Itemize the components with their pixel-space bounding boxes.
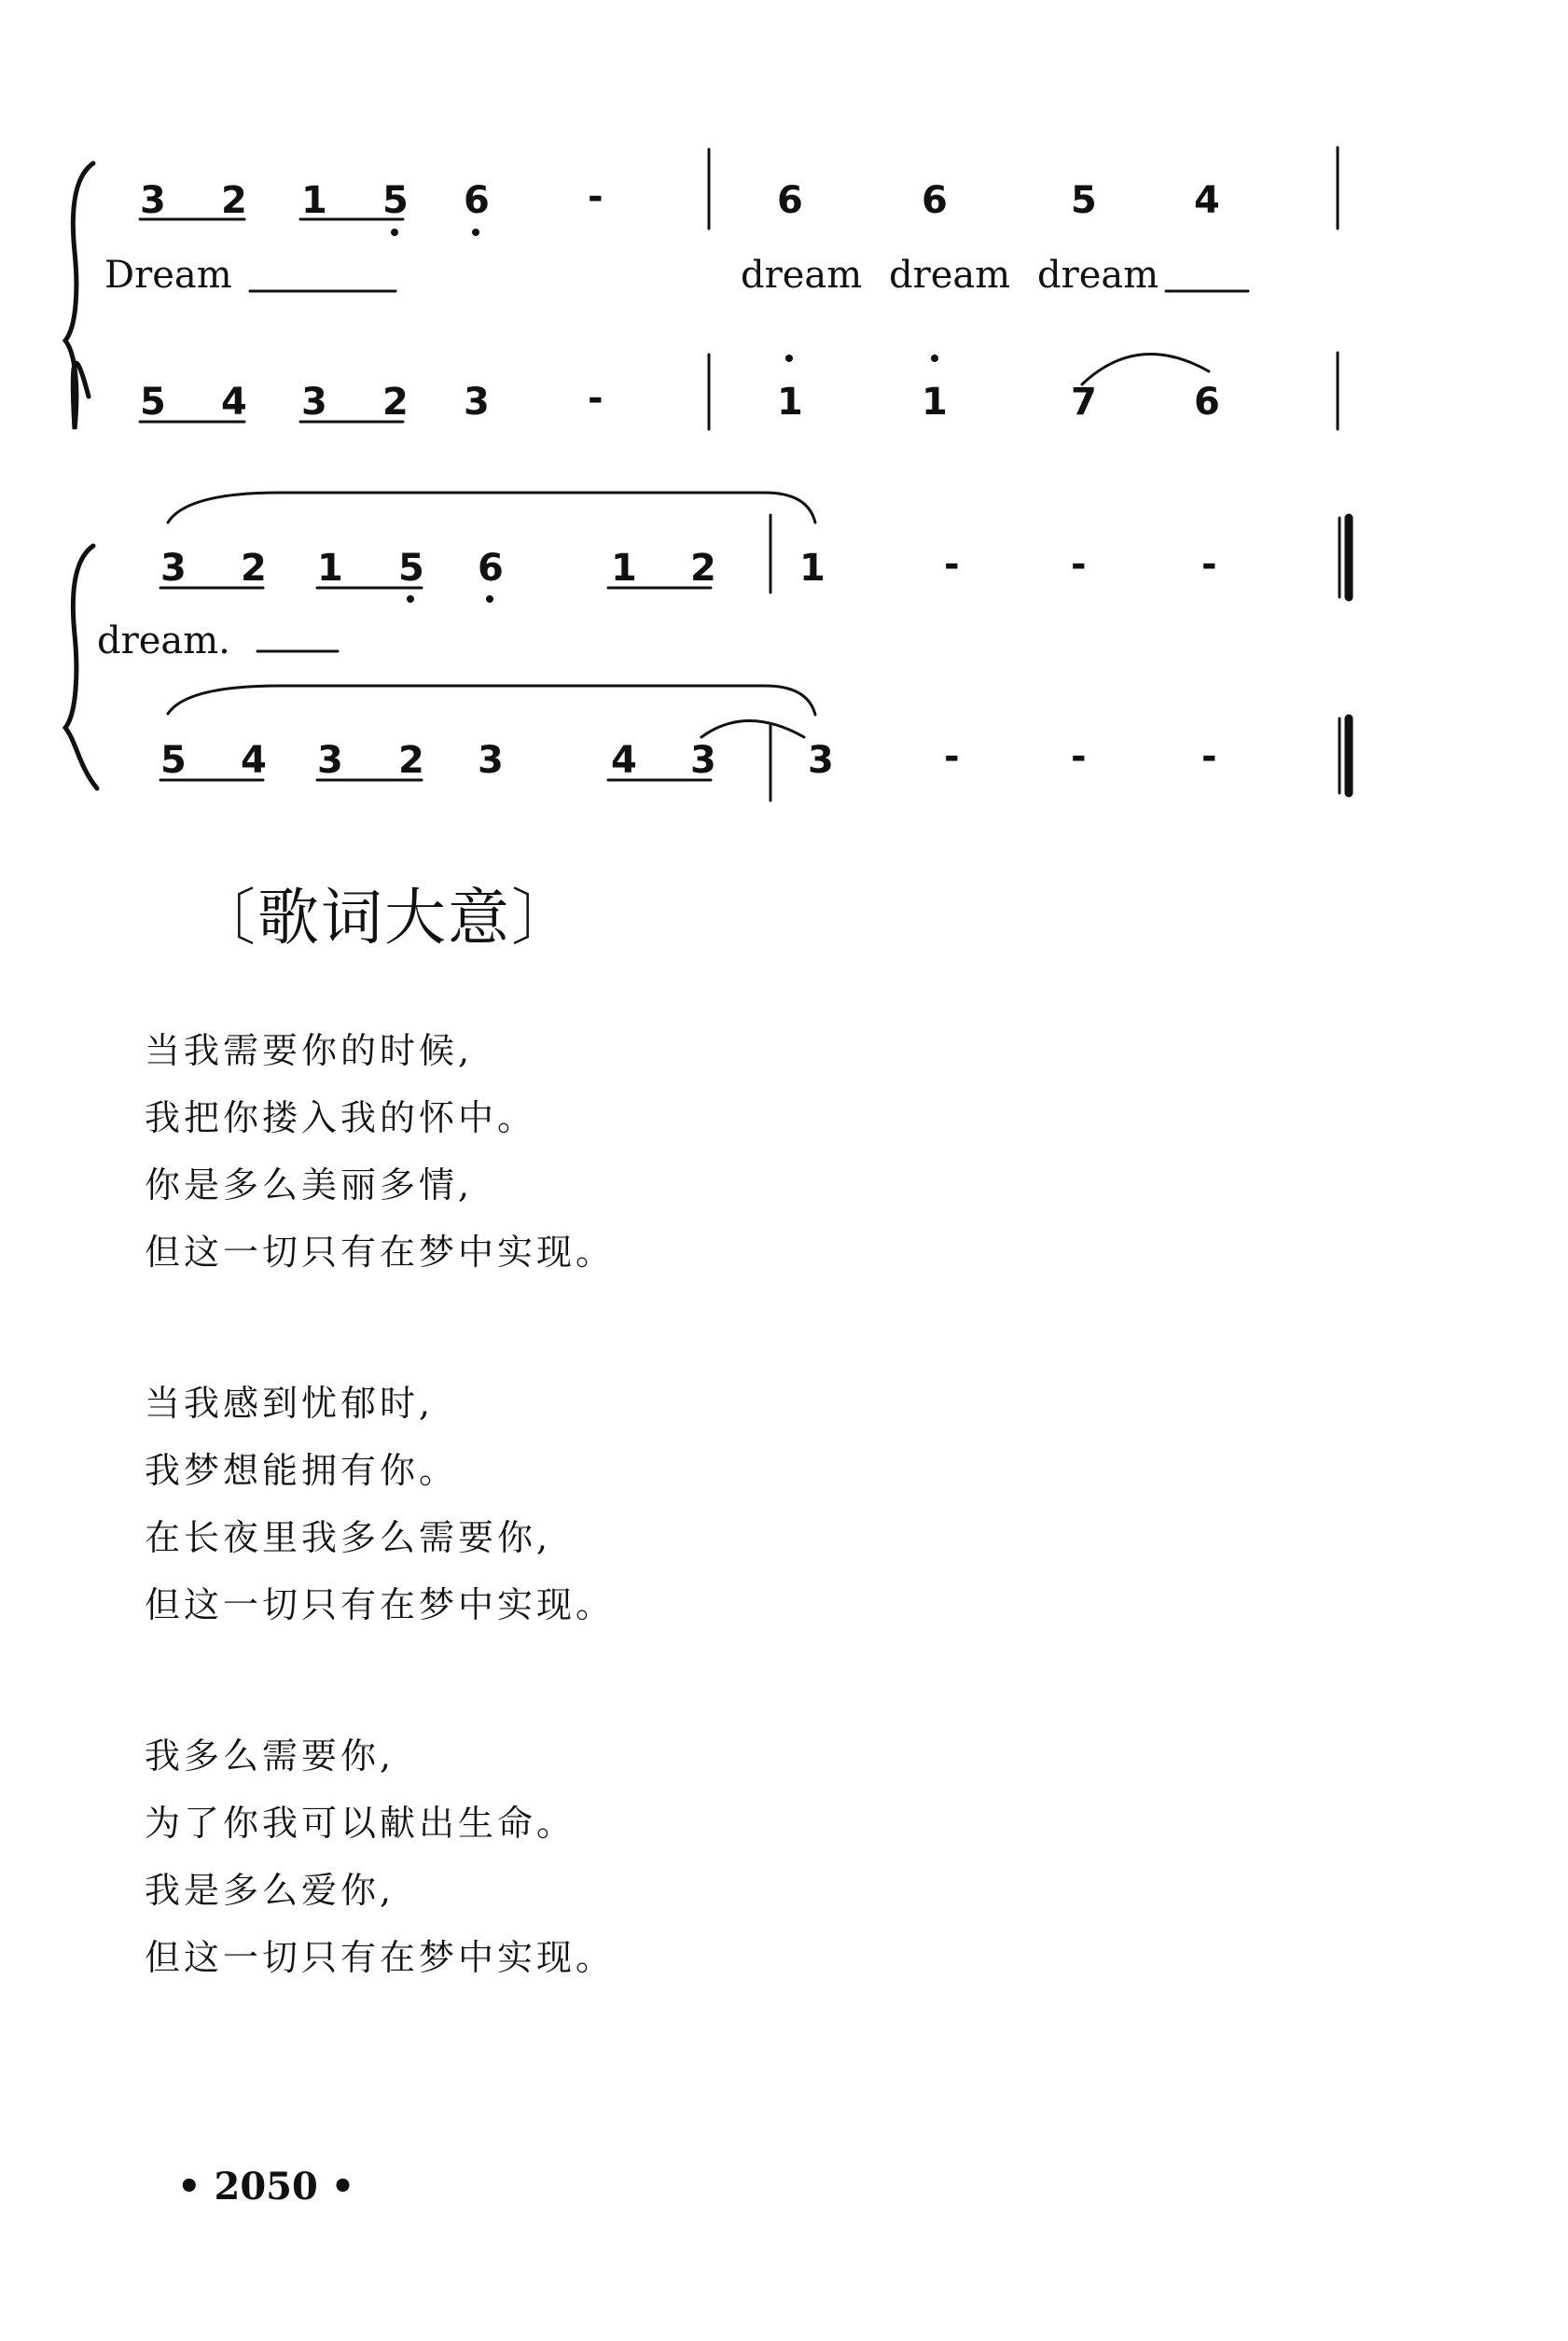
lyric-line: 当我感到忧郁时, (145, 1383, 435, 1424)
octave-dot-below (472, 229, 479, 236)
note: 6 (922, 179, 948, 222)
note: 5 (1071, 179, 1097, 222)
octave-dot-below (407, 595, 414, 603)
note: 3 (464, 381, 490, 424)
note: 5 (160, 739, 187, 782)
rest-dash: - (1071, 543, 1087, 586)
octave-dot-above (785, 355, 793, 362)
lyric: Dream (104, 254, 232, 297)
lyric: dream (1037, 254, 1159, 297)
stanza (145, 1722, 615, 1991)
note: 2 (690, 547, 716, 590)
lyrics-translation (145, 1017, 615, 2075)
lyric-line: 但这一切只有在梦中实现。 (145, 1937, 616, 1978)
lyric-line: 当我需要你的时候, (145, 1030, 474, 1071)
note: 3 (317, 739, 343, 782)
note: 6 (464, 179, 490, 222)
note: 3 (808, 739, 834, 782)
note: 3 (140, 179, 166, 222)
lyric: dream (889, 254, 1011, 297)
note: 3 (690, 739, 716, 782)
lyric-line: 但这一切只有在梦中实现。 (145, 1232, 616, 1273)
note: 2 (382, 381, 409, 424)
rest-dash: - (944, 543, 960, 586)
lyric-line: 我把你搂入我的怀中。 (145, 1097, 537, 1138)
page-number: • 2050 • (177, 2165, 355, 2209)
lyric-line: 为了你我可以献出生命。 (145, 1803, 576, 1844)
lyrics-heading: 〔歌词大意〕 (194, 882, 575, 954)
lyric-line: 我梦想能拥有你。 (145, 1450, 459, 1491)
octave-dot-below (486, 595, 493, 603)
note: 1 (611, 547, 637, 590)
note: 4 (611, 739, 637, 782)
lyric-line: 但这一切只有在梦中实现。 (145, 1584, 616, 1625)
tie (1082, 355, 1209, 384)
note: 7 (1071, 381, 1097, 424)
lyric-line: 我是多么爱你, (145, 1870, 395, 1911)
slur (168, 686, 815, 715)
note: 6 (478, 547, 504, 590)
note: 2 (398, 739, 424, 782)
slur (168, 493, 815, 523)
rest-dash: - (588, 175, 604, 218)
note: 5 (382, 179, 409, 222)
tie (701, 721, 804, 738)
note: 1 (799, 547, 826, 590)
note: 1 (317, 547, 343, 590)
note: 3 (301, 381, 327, 424)
rest-dash: - (1071, 735, 1087, 778)
note: 2 (241, 547, 267, 590)
music-score (0, 0, 1568, 821)
rest-dash: - (1201, 543, 1217, 586)
note: 6 (777, 179, 803, 222)
stanza (145, 1370, 615, 1638)
note: 4 (241, 739, 267, 782)
rest-dash: - (944, 735, 960, 778)
lyric-line: 我多么需要你, (145, 1735, 395, 1777)
rest-dash: - (1201, 735, 1217, 778)
note: 6 (1194, 381, 1220, 424)
note: 4 (1194, 179, 1220, 222)
octave-dot-below (391, 229, 398, 236)
note: 4 (221, 381, 247, 424)
lyric: dream. (97, 620, 230, 662)
note: 5 (398, 547, 424, 590)
octave-dot-above (931, 355, 938, 362)
note: 1 (301, 179, 327, 222)
note: 5 (140, 381, 166, 424)
note: 2 (221, 179, 247, 222)
lyric: dream (741, 254, 863, 297)
brace-system-1 (65, 163, 93, 429)
note: 1 (777, 381, 803, 424)
brace-system-2 (65, 546, 97, 788)
note: 1 (922, 381, 948, 424)
lyric-line: 在长夜里我多么需要你, (145, 1517, 552, 1558)
rest-dash: - (588, 377, 604, 420)
note: 3 (160, 547, 187, 590)
stanza (145, 1017, 615, 1286)
lyric-line: 你是多么美丽多情, (145, 1164, 474, 1205)
note: 3 (478, 739, 504, 782)
